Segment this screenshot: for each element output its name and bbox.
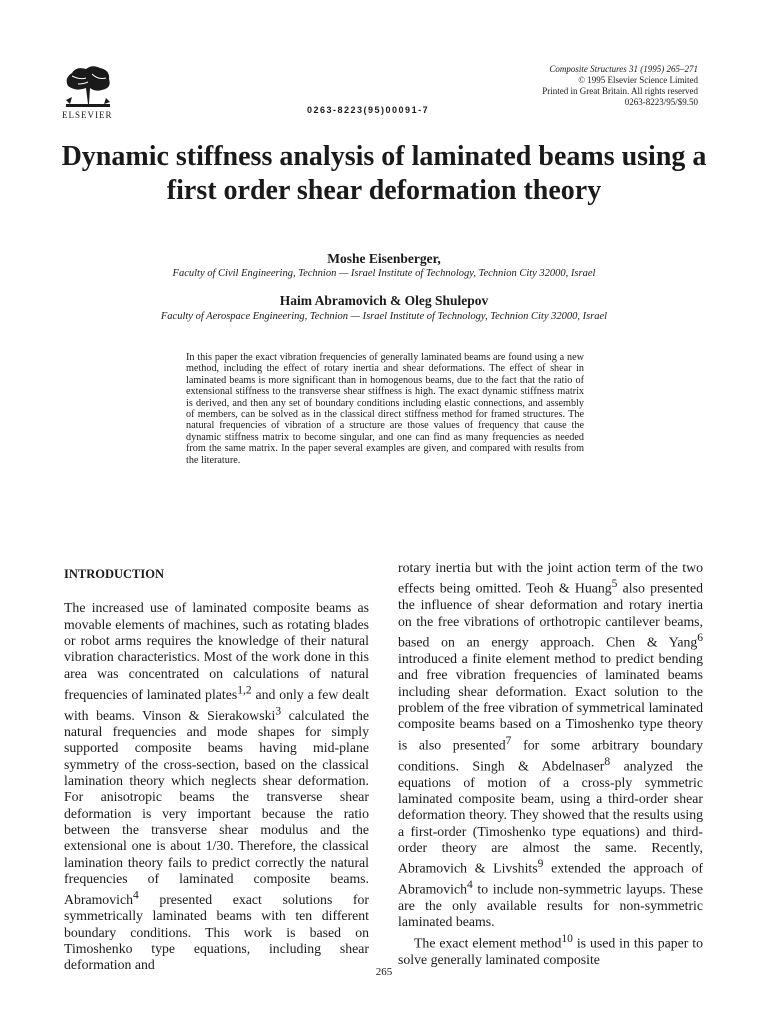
page-number: 265 xyxy=(375,966,393,978)
intro-paragraph-1-part-1 xyxy=(64,600,369,973)
abstract-text: In this paper the exact vibration frequencies of generally laminated beams are found using a new method, including the effect of rotary inertia and shear deformations. The effect of shear in laminated beams is more significant than in homogenous beams, due to the fact that the ratio of extensional stiffness to the transverse shear stiffness is high. The exact dynamic stiffness matrix is derived, and then any set of boundary conditions including elastic connections, and assembly of members, can be solved as in the classical direct stiffness method for framed structures. The natural frequencies of vibration of a structure are those values of frequency that cause the dynamic stiffness matrix to become singular, and one can find as many frequencies as needed from the same matrix. In the paper several examples are given, and compared with results from the literature. xyxy=(186,352,584,466)
right-column xyxy=(398,560,703,968)
author-line-2: Haim Abramovich & Oleg Shulepov xyxy=(279,293,489,308)
section-heading: INTRODUCTION xyxy=(64,567,165,581)
journal-citation: Composite Structures 31 (1995) 265–271 xyxy=(549,64,698,74)
elsevier-logo xyxy=(62,64,114,120)
affiliation-2: Faculty of Aerospace Engineering, Technion — Israel Institute of Technology, Technion City 32000, Israel xyxy=(160,311,608,322)
paper-title: Dynamic stiffness analysis of laminated beams using a first order shear deformation theory xyxy=(61,141,707,206)
affiliation-1: Faculty of Civil Engineering, Technion — Israel Institute of Technology, Technion City 32000, Israel xyxy=(172,268,596,279)
issn-code: 0263-8223(95)00091-7 xyxy=(307,105,430,115)
journal-info xyxy=(542,64,698,108)
left-column xyxy=(64,560,369,974)
intro-text-segment: The increased use of laminated composite beams as movable elements of machines, such as rotating blades or robot arms requires the knowledge of their natural vibration characteristics. Most of the work done in this area was concentrated on calculations of natural frequencies of laminated plates$^{1,2}$ and only a few dealt with beams. Vinson & Sierakowski$^3$ calculated the natural frequencies and mode shapes for simply supported composite beams having mid-plane symmetry of the cross-section, based on the classical lamination theory which neglects shear deformation. For anisotropic beams the transverse shear deformation is very important because the ratio between the transverse shear modulus and the extensional one is about 1/30. Therefore, the classical lamination theory fails to predict correctly the natural frequencies of laminated composite beams. Abramovich$^4$ presented exact solutions for symmetrically laminated beams with ten different boundary conditions. This work is based on Timoshenko type equations, including shear deformation and xyxy=(64,600,370,973)
price-code: 0263-8223/95/$9.50 xyxy=(624,97,698,107)
publisher-name: ELSEVIER xyxy=(62,110,113,120)
elsevier-tree-icon xyxy=(62,64,114,108)
author-line-1: Moshe Eisenberger, xyxy=(327,251,441,266)
printed-line: Printed in Great Britain. All rights reserved xyxy=(542,86,698,96)
intro-paragraph-2: The exact element method$^{10}$ is used in this paper to solve generally laminated composite xyxy=(398,932,703,967)
copyright-line: © 1995 Elsevier Science Limited xyxy=(578,75,698,85)
intro-paragraph-1-part-2: rotary inertia but with the joint action term of the two effects being omitted. Teoh & Huang$^5$ also presented the influence of shear deformation and rotary inertia on the free vibrations of orthotropic cantilever beams, based on an energy approach. Chen & Yang$^6$ introduced a finite element method to predict bending and free vibration frequencies of laminated beams including shear deformation. Exact solution to the problem of the free vibration of symmetrical laminated composite beams based on a Timoshenko type theory is also presented$^7$ for some arbitrary boundary conditions. Singh & Abdelnaser$^8$ analyzed the equations of motion of a cross-ply symmetric laminated composite beam, using a third-order shear deformation theory. They showed that the results using a first-order (Timoshenko type equations) and third-order theory are almost the same. Recently, Abramovich & Livshits$^9$ extended the approach of Abramovich$^4$ to include non-symmetric layups. These are the only available results for non-symmetric laminated beams. xyxy=(398,560,704,930)
